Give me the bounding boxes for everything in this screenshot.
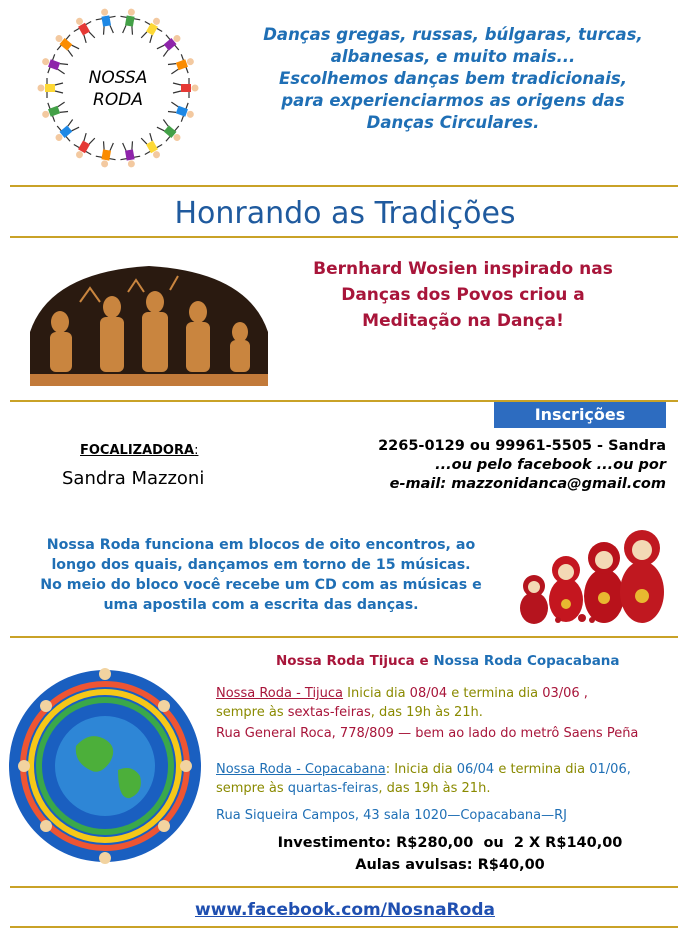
divider bbox=[10, 236, 678, 238]
focalizadora-name: Sandra Mazzoni bbox=[62, 468, 205, 489]
price-investimento: Investimento: R$280,00 ou 2 X R$140,00 bbox=[277, 835, 623, 851]
intro-line: Danças gregas, russas, búlgaras, turcas, bbox=[263, 25, 643, 44]
info-paragraph bbox=[16, 535, 506, 615]
paragraph-line: uma apostila com a escrita das danças. bbox=[103, 597, 419, 613]
paragraph-line: Nossa Roda funciona em blocos de oito encontros, ao bbox=[46, 537, 476, 553]
tijuca-starts: Inicia dia bbox=[343, 686, 410, 701]
tijuca-name: Nossa Roda - Tijuca bbox=[216, 686, 344, 701]
tijuca-start-date: 08/04 bbox=[409, 686, 448, 701]
pricing bbox=[240, 832, 660, 876]
focalizadora-text: FOCALIZADORA bbox=[80, 443, 195, 458]
paragraph-line: No meio do bloco você recebe um CD com as músicas e bbox=[40, 577, 482, 593]
copacabana-name: Nossa Roda - Copacabana bbox=[216, 762, 386, 777]
contact-phones: 2265-0129 ou 99961-5505 - Sandra bbox=[378, 438, 666, 454]
dancer-figure bbox=[118, 7, 142, 36]
focalizadora-label bbox=[80, 443, 198, 458]
divider bbox=[10, 886, 678, 888]
intro-line: Danças Circulares. bbox=[366, 113, 540, 132]
paragraph-line: longo dos quais, dançamos em torno de 15 músicas. bbox=[51, 557, 471, 573]
quote-line: Bernhard Wosien inspirado nas bbox=[313, 259, 613, 279]
dancers-ring-icon bbox=[34, 4, 202, 172]
copacabana-schedule: Nossa Roda - Copacabana: Inicia dia 06/04 e termina dia 01/06, sempre às quartas-feiras, das 19h às 21h. bbox=[216, 762, 631, 796]
price-avulsas: Aulas avulsas: R$40,00 bbox=[355, 857, 545, 873]
location-title-and: e bbox=[414, 653, 434, 669]
dancer-figure bbox=[69, 13, 99, 45]
copacabana-address: Rua Siqueira Campos, 43 sala 1020—Copacabana—RJ bbox=[216, 808, 568, 823]
copacabana-end-date: 01/06 bbox=[589, 762, 627, 777]
matryoshka-dolls-image bbox=[514, 526, 674, 626]
copacabana-line2b: , das 19h às 21h. bbox=[378, 781, 491, 796]
tijuca-ends: e termina dia bbox=[447, 686, 543, 701]
tijuca-line2a: sempre às bbox=[216, 705, 288, 720]
contact-facebook: ...ou pelo facebook ...ou por bbox=[435, 457, 666, 473]
divider bbox=[10, 185, 678, 187]
copacabana-line2a: sempre às bbox=[216, 781, 288, 796]
greek-vase-image bbox=[30, 262, 268, 386]
inscricoes-tab: Inscrições bbox=[494, 402, 666, 428]
quote-line: Danças dos Povos criou a bbox=[341, 285, 585, 305]
location-title-copacabana: Nossa Roda Copacabana bbox=[433, 653, 620, 669]
tijuca-weekday: sextas-feiras bbox=[287, 705, 371, 720]
dancer-figure bbox=[137, 131, 167, 163]
copacabana-ends: e termina dia bbox=[494, 762, 590, 777]
divider bbox=[10, 636, 678, 638]
focalizadora-colon: : bbox=[194, 443, 199, 458]
world-dancers-image bbox=[6, 650, 204, 882]
intro-text bbox=[238, 24, 668, 134]
tijuca-line2b: , das 19h às 21h. bbox=[370, 705, 483, 720]
tijuca-address: Rua General Roca, 778/809 — bem ao lado do metrô Saens Peña bbox=[216, 726, 639, 741]
divider bbox=[10, 926, 678, 928]
copacabana-starts: : Inicia dia bbox=[385, 762, 457, 777]
contact-info bbox=[330, 437, 666, 494]
dancer-figure bbox=[137, 13, 167, 45]
copacabana-start-date: 06/04 bbox=[456, 762, 495, 777]
wosien-quote bbox=[288, 256, 638, 334]
logo-text-1: NOSSA bbox=[88, 68, 148, 88]
contact-email: e-mail: mazzonidanca@gmail.com bbox=[389, 476, 666, 492]
intro-line: Escolhemos danças bem tradicionais, bbox=[278, 69, 628, 88]
intro-line: albanesas, e muito mais... bbox=[330, 47, 576, 66]
nossa-roda-logo bbox=[34, 4, 202, 172]
copacabana-weekday: quartas-feiras bbox=[287, 781, 379, 796]
page-title: Honrando as Tradições bbox=[174, 196, 516, 231]
tijuca-end-date: 03/06 bbox=[542, 686, 580, 701]
logo-text-2: RODA bbox=[93, 90, 143, 110]
dancer-figure bbox=[94, 7, 118, 36]
location-title-tijuca: Nossa Roda Tijuca bbox=[276, 653, 415, 669]
tijuca-schedule: Nossa Roda - Tijuca Inicia dia 08/04 e termina dia 03/06 , sempre às sextas-feiras, das 19h às 21h. bbox=[216, 686, 588, 720]
dancer-figure bbox=[69, 131, 99, 163]
dancer-figure bbox=[94, 140, 118, 169]
quote-line: Meditação na Dança! bbox=[362, 311, 564, 331]
dancer-figure bbox=[118, 140, 142, 169]
locations-title bbox=[276, 653, 620, 669]
facebook-link[interactable]: www.facebook.com/NosnaRoda bbox=[195, 900, 495, 920]
intro-line: para experienciarmos as origens das bbox=[281, 91, 625, 110]
